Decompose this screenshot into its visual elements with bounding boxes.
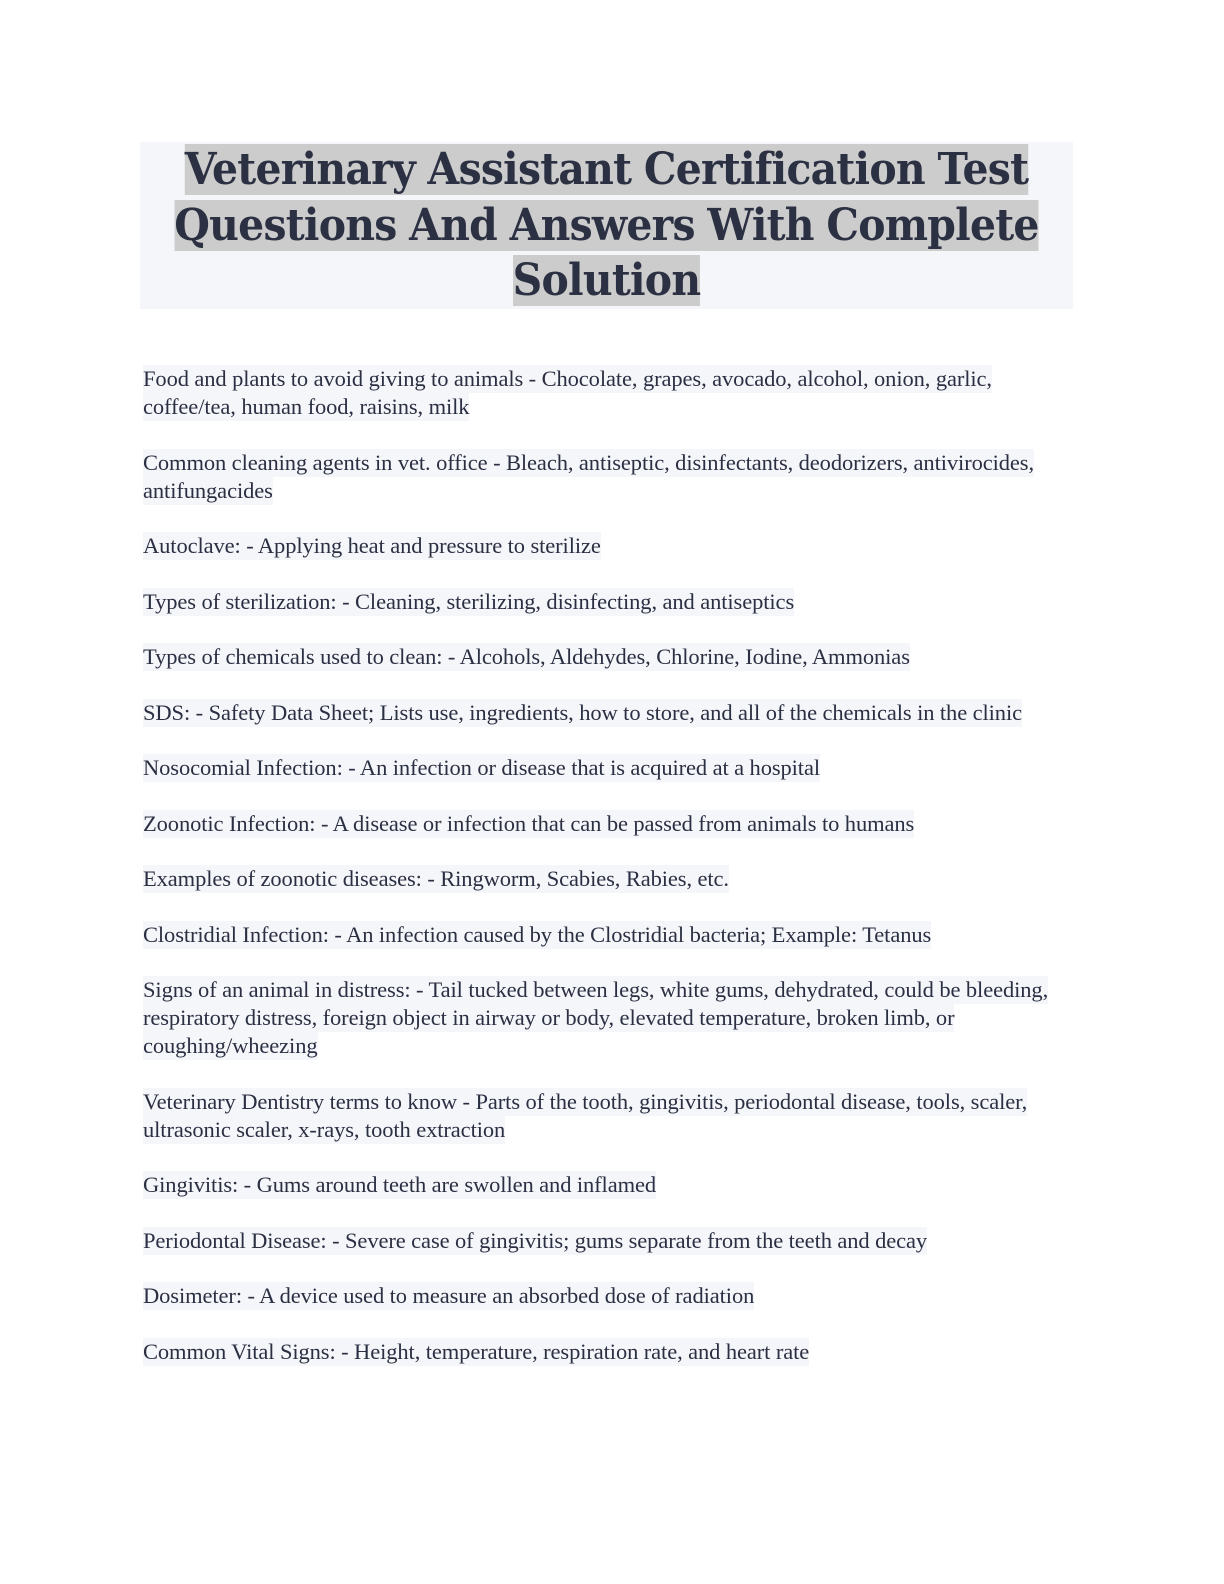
qa-item xyxy=(143,810,1073,838)
qa-item-text: Common Vital Signs: - Height, temperature, respiration rate, and heart rate xyxy=(143,1338,810,1364)
qa-item-text: Clostridial Infection: - An infection caused by the Clostridial bacteria; Example: Tetanus xyxy=(143,921,932,947)
qa-item-text: Types of chemicals used to clean: - Alcohols, Aldehydes, Chlorine, Iodine, Ammonias xyxy=(143,644,910,669)
qa-item-text: Types of sterilization: - Cleaning, sterilizing, disinfecting, and antiseptics xyxy=(143,588,795,614)
qa-item-text: Common cleaning agents in vet. office - Bleach, antiseptic, disinfectants, deodorizers, antivirocides, antifungacides xyxy=(143,449,1034,503)
qa-item-text: Nosocomial Infection: - An infection or disease that is acquired at a hospital xyxy=(143,755,821,780)
document-title xyxy=(173,142,1041,309)
qa-item-text: Gingivitis: - Gums around teeth are swollen and inflamed xyxy=(143,1172,657,1197)
qa-item-text: Veterinary Dentistry terms to know - Parts of the tooth, gingivitis, periodontal disease, tools, scaler, ultrasonic scaler, x-rays, tooth extraction xyxy=(143,1088,1028,1142)
qa-item xyxy=(143,643,1073,671)
qa-item xyxy=(143,754,1073,782)
qa-item xyxy=(143,976,1073,1060)
qa-item xyxy=(143,1282,1073,1310)
qa-item-text: Food and plants to avoid giving to animals - Chocolate, grapes, avocado, alcohol, onion, garlic, coffee/tea, human food, raisins, milk xyxy=(143,366,992,419)
qa-item xyxy=(143,699,1073,727)
qa-item-text: SDS: - Safety Data Sheet; Lists use, ingredients, how to store, and all of the chemicals in the clinic xyxy=(143,699,1022,725)
qa-item xyxy=(143,532,1073,560)
document-title-text: Veterinary Assistant Certification Test Questions And Answers With Complete Solution xyxy=(174,144,1039,306)
qa-item xyxy=(143,449,1073,505)
qa-item xyxy=(143,921,1073,949)
qa-item-text: Zoonotic Infection: - A disease or infection that can be passed from animals to humans xyxy=(143,810,915,836)
qa-item-text: Dosimeter: - A device used to measure an absorbed dose of radiation xyxy=(143,1283,755,1308)
qa-item xyxy=(143,1338,1073,1366)
qa-item xyxy=(143,588,1073,616)
qa-item-text: Autoclave: - Applying heat and pressure to sterilize xyxy=(143,533,601,558)
qa-item xyxy=(143,865,1073,893)
qa-item xyxy=(143,1227,1073,1255)
title-box xyxy=(140,142,1073,309)
qa-item xyxy=(143,1088,1073,1144)
qa-item xyxy=(143,365,1073,421)
qa-item-text: Signs of an animal in distress: - Tail tucked between legs, white gums, dehydrated, could be bleeding, respiratory distress, foreign object in airway or body, elevated temperature, broken limb, or coughing/wheezing xyxy=(143,977,1049,1058)
qa-item-text: Examples of zoonotic diseases: - Ringworm, Scabies, Rabies, etc. xyxy=(143,866,729,891)
qa-item xyxy=(143,1171,1073,1199)
qa-list xyxy=(143,365,1073,1393)
qa-item-text: Periodontal Disease: - Severe case of gingivitis; gums separate from the teeth and decay xyxy=(143,1227,928,1253)
